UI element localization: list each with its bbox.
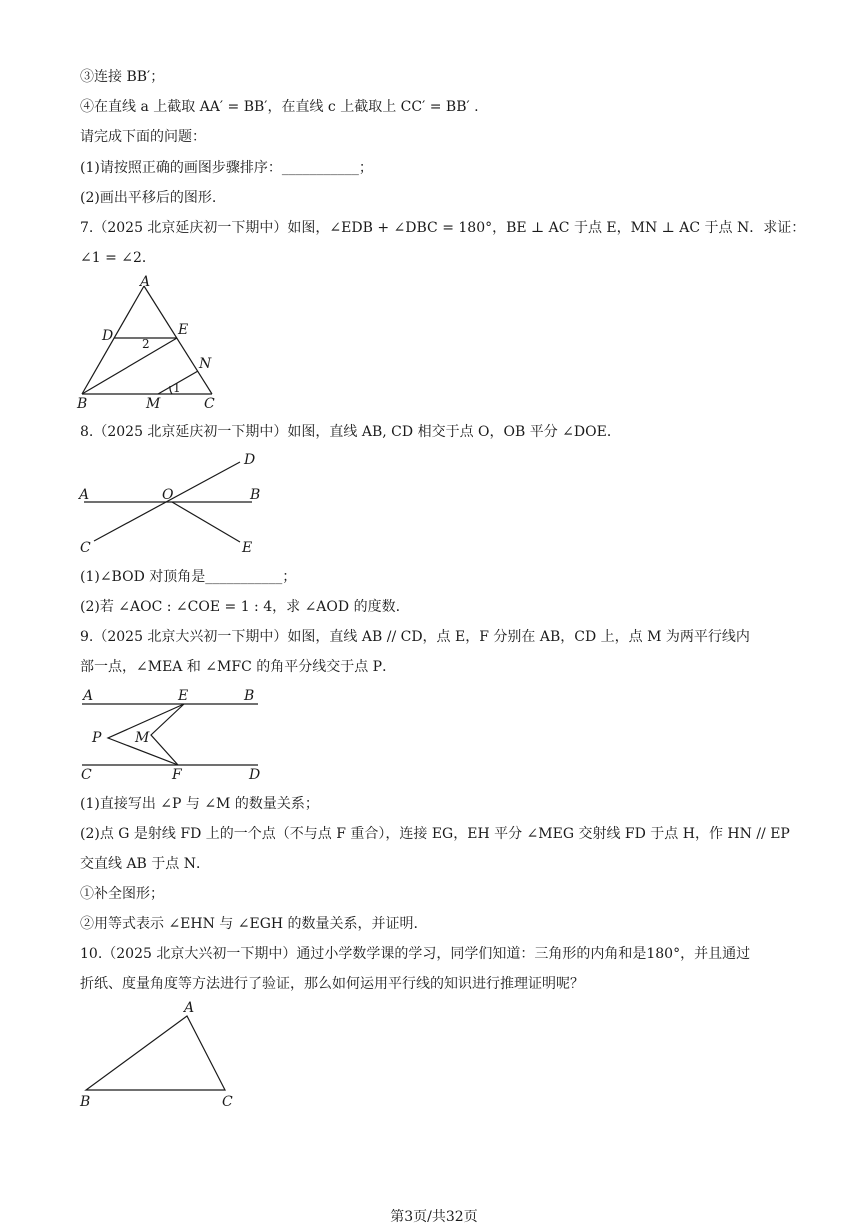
- question-9-part1: (1)直接写出 ∠P 与 ∠M 的数量关系；: [80, 796, 319, 812]
- fig10-label-c: C: [222, 1094, 233, 1110]
- question-8-stem: 8.（2025 北京延庆初一下期中）如图，直线 AB, CD 相交于点 O，OB 平分 ∠DOE．: [80, 424, 621, 440]
- question-9-part2-cont: 交直线 AB 于点 N．: [80, 856, 210, 872]
- text-line-step4: ④在直线 a 上截取 AA′ = BB′，在直线 c 上截取上 CC′ = BB′ .: [80, 99, 479, 115]
- fig9-label-c: C: [81, 767, 92, 783]
- fig9-label-m: M: [135, 730, 150, 746]
- figure-q8-intersecting-lines: [74, 448, 274, 560]
- fig9-label-e: E: [178, 688, 189, 704]
- fig7-label-c: C: [204, 396, 215, 412]
- question-10-stem-cont: 折纸、度量角度等方法进行了验证，那么如何运用平行线的知识进行推理证明呢？: [80, 976, 584, 992]
- text-line-step3: ③连接 BB′；: [80, 69, 165, 85]
- fig7-label-n: N: [199, 356, 212, 372]
- question-9-subpart2: ②用等式表示 ∠EHN 与 ∠EGH 的数量关系，并证明.: [80, 916, 419, 932]
- fig8-label-d: D: [244, 452, 256, 468]
- figure-q7-triangle: [74, 272, 224, 414]
- text-line-q6-part2: (2)画出平移后的图形.: [80, 190, 217, 206]
- figure-q9-parallel-lines: [74, 684, 274, 784]
- question-8-part1: (1)∠BOD 对顶角是___________；: [80, 569, 297, 585]
- fig10-label-b: B: [80, 1094, 91, 1110]
- question-7-stem-cont: ∠1 = ∠2．: [80, 250, 156, 266]
- fig9-label-p: P: [92, 730, 102, 746]
- fig9-label-f: F: [172, 767, 182, 783]
- page-number-footer: 第3页/共32页: [390, 1209, 478, 1225]
- text-line-q6-part1: (1)请按照正确的画图步骤排序：___________；: [80, 160, 373, 176]
- fig7-label-d: D: [102, 328, 114, 344]
- fig9-label-b: B: [244, 688, 255, 704]
- question-10-stem: 10.（2025 北京大兴初一下期中）通过小学数学课的学习，同学们知道：三角形的内角和是180°，并且通过: [80, 946, 751, 962]
- fig8-label-b: B: [250, 487, 261, 503]
- fig7-label-angle2: 2: [142, 337, 150, 351]
- text-line-instructions: 请完成下面的问题：: [80, 129, 206, 145]
- fig7-label-b: B: [77, 396, 88, 412]
- question-7-stem: 7.（2025 北京延庆初一下期中）如图，∠EDB + ∠DBC = 180°，BE ⊥ AC 于点 E，MN ⊥ AC 于点 N．求证：: [80, 220, 806, 236]
- fig9-label-d: D: [249, 767, 261, 783]
- question-9-stem-cont: 部一点，∠MEA 和 ∠MFC 的角平分线交于点 P．: [80, 659, 397, 675]
- fig8-label-a: A: [79, 487, 90, 503]
- fig8-label-c: C: [80, 540, 91, 556]
- fig8-label-o: O: [162, 487, 174, 503]
- question-8-part2: (2)若 ∠AOC : ∠COE = 1 : 4，求 ∠AOD 的度数.: [80, 599, 401, 615]
- fig7-label-a: A: [140, 274, 151, 290]
- question-9-subpart1: ①补全图形；: [80, 886, 164, 902]
- question-9-stem: 9.（2025 北京大兴初一下期中）如图，直线 AB // CD，点 E，F 分别在 AB，CD 上，点 M 为两平行线内: [80, 629, 750, 645]
- fig9-label-a: A: [83, 688, 94, 704]
- fig7-label-m: M: [146, 396, 161, 412]
- fig7-label-angle1: 1: [173, 381, 181, 395]
- fig8-label-e: E: [242, 540, 253, 556]
- fig10-label-a: A: [184, 1000, 195, 1016]
- figure-q10-triangle: [74, 996, 244, 1110]
- question-9-part2: (2)点 G 是射线 FD 上的一个点（不与点 F 重合），连接 EG，EH 平分 ∠MEG 交射线 FD 于点 H，作 HN // EP: [80, 826, 790, 842]
- fig7-label-e: E: [178, 322, 189, 338]
